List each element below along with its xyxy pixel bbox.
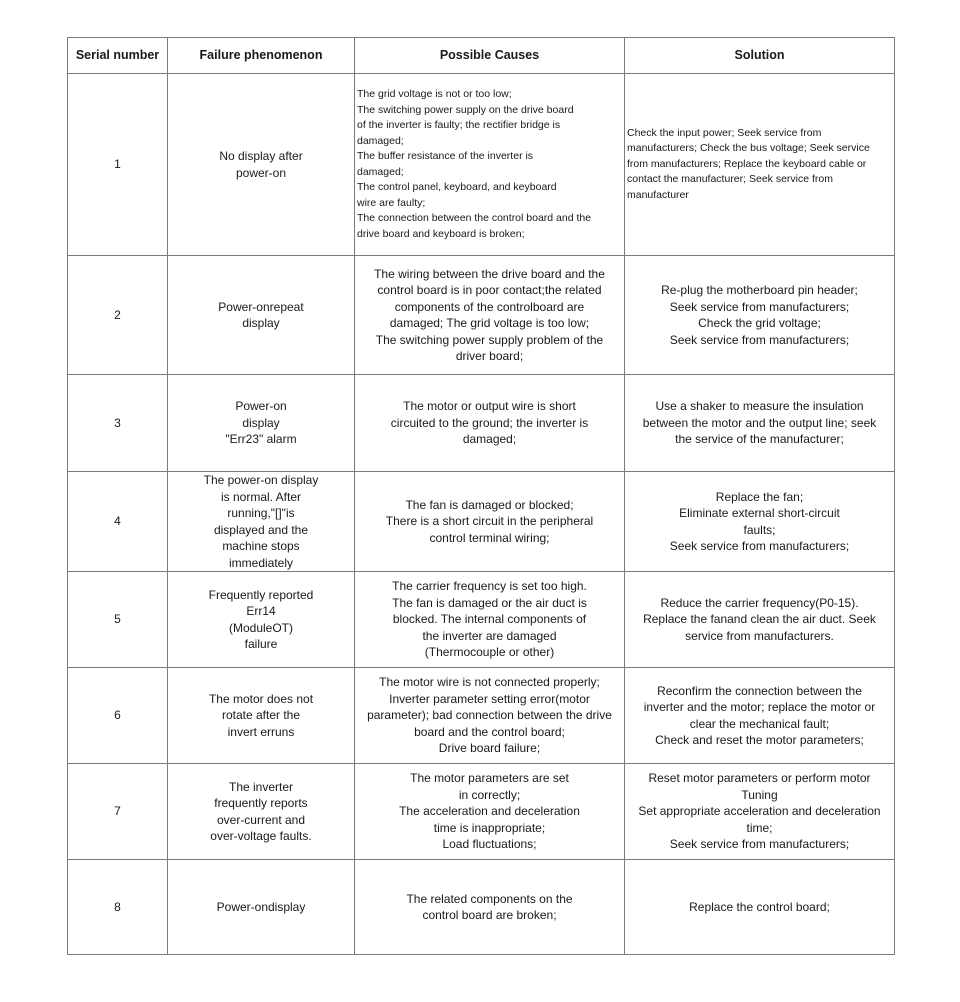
table-header-row	[68, 38, 895, 74]
fault-table	[67, 37, 895, 955]
table-row	[68, 256, 895, 375]
solution-cell: Reconfirm the connection between the inverter and the motor; replace the motor or clear the mechanical fault; Check and reset the motor parameters;	[625, 668, 895, 764]
causes-cell: The wiring between the drive board and the control board is in poor contact;the related components of the controlboard are damaged; The grid voltage is too low; The switching power supply problem of the driver board;	[355, 256, 625, 375]
causes-cell: The carrier frequency is set too high. The fan is damaged or the air duct is blocked. The internal components of the inverter are damaged (Thermocouple or other)	[355, 572, 625, 668]
fault-table-container	[67, 37, 894, 955]
solution-cell: Re-plug the motherboard pin header; Seek service from manufacturers; Check the grid voltage; Seek service from manufacturers;	[625, 256, 895, 375]
phenomenon-cell: The inverter frequently reports over-current and over-voltage faults.	[168, 764, 355, 860]
table-row	[68, 668, 895, 764]
table-row	[68, 860, 895, 955]
solution-cell: Check the input power; Seek service from manufacturers; Check the bus voltage; Seek service from manufacturers; Replace the keyboard cable or contact the manufacturer; Seek service from manufacturer	[625, 74, 895, 256]
phenomenon-cell: The power-on display is normal. After running,"[]"is displayed and the machine stops immediately	[168, 472, 355, 572]
solution-cell: Reduce the carrier frequency(P0-15). Replace the fanand clean the air duct. Seek service from manufacturers.	[625, 572, 895, 668]
table-row	[68, 74, 895, 256]
header-serial-number: Serial number	[68, 38, 168, 74]
serial-cell: 2	[68, 256, 168, 375]
phenomenon-cell: Power-onrepeat display	[168, 256, 355, 375]
causes-cell: The motor or output wire is short circuited to the ground; the inverter is damaged;	[355, 375, 625, 472]
serial-cell: 8	[68, 860, 168, 955]
table-row	[68, 375, 895, 472]
header-possible-causes: Possible Causes	[355, 38, 625, 74]
solution-cell: Replace the fan; Eliminate external short-circuit faults; Seek service from manufacturers;	[625, 472, 895, 572]
phenomenon-cell: Frequently reported Err14 (ModuleOT) failure	[168, 572, 355, 668]
serial-cell: 7	[68, 764, 168, 860]
phenomenon-cell: Power-on display "Err23" alarm	[168, 375, 355, 472]
serial-cell: 4	[68, 472, 168, 572]
serial-cell: 6	[68, 668, 168, 764]
causes-cell: The fan is damaged or blocked; There is a short circuit in the peripheral control terminal wiring;	[355, 472, 625, 572]
phenomenon-cell: The motor does not rotate after the invert erruns	[168, 668, 355, 764]
solution-cell: Reset motor parameters or perform motor Tuning Set appropriate acceleration and deceleration time; Seek service from manufacturers;	[625, 764, 895, 860]
header-solution: Solution	[625, 38, 895, 74]
solution-cell: Use a shaker to measure the insulation between the motor and the output line; seek the service of the manufacturer;	[625, 375, 895, 472]
serial-cell: 1	[68, 74, 168, 256]
phenomenon-cell: Power-ondisplay	[168, 860, 355, 955]
solution-cell: Replace the control board;	[625, 860, 895, 955]
table-row	[68, 572, 895, 668]
table-row	[68, 764, 895, 860]
phenomenon-cell: No display after power-on	[168, 74, 355, 256]
causes-cell: The grid voltage is not or too low; The switching power supply on the drive board of the inverter is faulty; the rectifier bridge is damaged; The buffer resistance of the inverter is damaged; The control panel, keyboard, and keyboard wire are faulty; The connection between the control board and the drive board and keyboard is broken;	[355, 74, 625, 256]
serial-cell: 3	[68, 375, 168, 472]
causes-cell: The related components on the control board are broken;	[355, 860, 625, 955]
causes-cell: The motor parameters are set in correctly; The acceleration and deceleration time is inappropriate; Load fluctuations;	[355, 764, 625, 860]
serial-cell: 5	[68, 572, 168, 668]
header-failure-phenomenon: Failure phenomenon	[168, 38, 355, 74]
table-row	[68, 472, 895, 572]
causes-cell: The motor wire is not connected properly; Inverter parameter setting error(motor parameter); bad connection between the drive board and the control board; Drive board failure;	[355, 668, 625, 764]
